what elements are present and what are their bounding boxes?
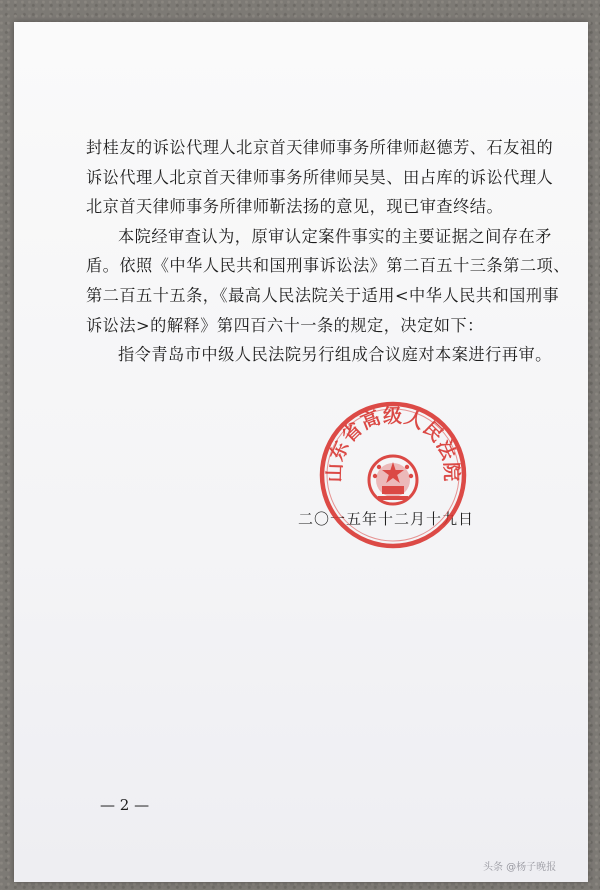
document-date: 二〇一五年十二月十九日	[298, 510, 475, 528]
body-line: 诉讼法>的解释》第四百六十一条的规定，决定如下：	[86, 315, 484, 335]
document-body	[86, 133, 570, 370]
page-number: — 2 —	[100, 796, 150, 814]
body-line: 封桂友的诉讼代理人北京首天律师事务所律师赵德芳、石友祖的	[86, 138, 554, 157]
national-emblem-icon	[369, 456, 417, 504]
body-line: 本院经审查认为，原审认定案件事实的主要证据之间存在矛	[118, 226, 552, 246]
seal-text: 山东省高级人民法院	[323, 404, 463, 483]
body-line: 第二百五十五条，《最高人民法院关于适用<中华人民共和国刑事	[86, 285, 560, 305]
body-line: 诉讼代理人北京首天律师事务所律师吴昊、田占库的诉讼代理人	[86, 167, 554, 187]
body-line: 指令青岛市中级人民法院另行组成合议庭对本案进行再审。	[118, 345, 552, 365]
body-line: 盾。依照《中华人民共和国刑事诉讼法》第二百五十三条第二项、	[86, 256, 570, 276]
watermark: 头条 @杨子晚报	[483, 862, 557, 873]
court-seal	[318, 400, 468, 550]
body-line: 北京首天律师事务所律师靳法扬的意见，现已审查终结。	[86, 197, 504, 217]
